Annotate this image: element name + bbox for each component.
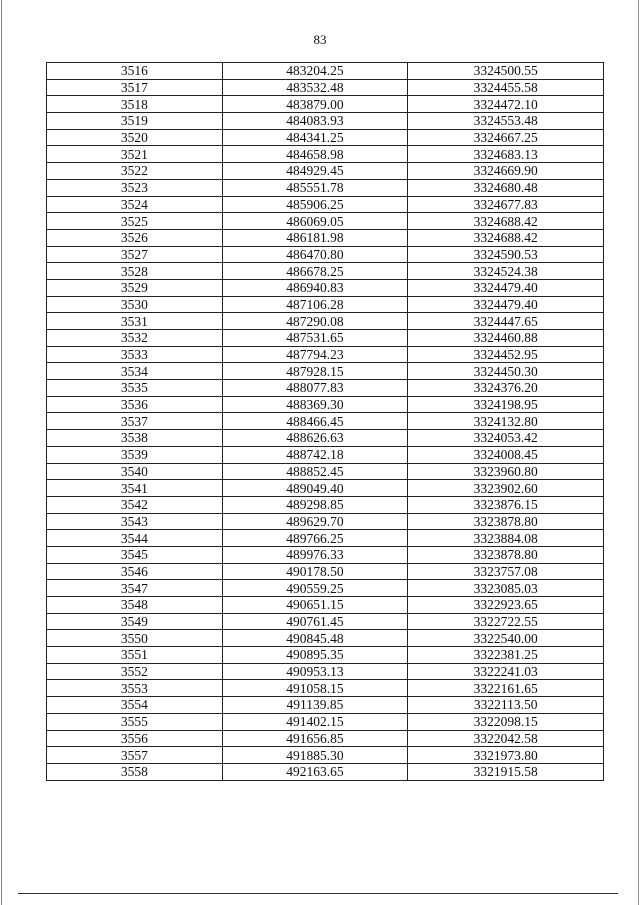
point-id-cell: 3553 xyxy=(47,680,223,697)
table-row xyxy=(47,630,604,647)
y-coordinate-cell: 3323878.80 xyxy=(408,513,604,530)
point-id-cell: 3546 xyxy=(47,563,223,580)
y-coordinate-cell: 3324053.42 xyxy=(408,430,604,447)
y-coordinate-cell: 3324479.40 xyxy=(408,279,604,296)
y-coordinate-cell: 3324683.13 xyxy=(408,146,604,163)
table-row xyxy=(47,363,604,380)
point-id-cell: 3532 xyxy=(47,330,223,347)
table-row xyxy=(47,330,604,347)
y-coordinate-cell: 3324677.83 xyxy=(408,196,604,213)
x-coordinate-cell: 490895.35 xyxy=(222,647,408,664)
y-coordinate-cell: 3322113.50 xyxy=(408,697,604,714)
table-row xyxy=(47,680,604,697)
coordinates-table xyxy=(46,62,604,781)
table-row xyxy=(47,413,604,430)
point-id-cell: 3544 xyxy=(47,530,223,547)
point-id-cell: 3548 xyxy=(47,597,223,614)
y-coordinate-cell: 3324500.55 xyxy=(408,63,604,80)
x-coordinate-cell: 488466.45 xyxy=(222,413,408,430)
y-coordinate-cell: 3321973.80 xyxy=(408,747,604,764)
point-id-cell: 3540 xyxy=(47,463,223,480)
x-coordinate-cell: 490651.15 xyxy=(222,597,408,614)
point-id-cell: 3535 xyxy=(47,380,223,397)
point-id-cell: 3537 xyxy=(47,413,223,430)
y-coordinate-cell: 3322161.65 xyxy=(408,680,604,697)
point-id-cell: 3527 xyxy=(47,246,223,263)
table-row xyxy=(47,663,604,680)
x-coordinate-cell: 489049.40 xyxy=(222,480,408,497)
point-id-cell: 3530 xyxy=(47,296,223,313)
x-coordinate-cell: 486069.05 xyxy=(222,213,408,230)
point-id-cell: 3528 xyxy=(47,263,223,280)
table-row xyxy=(47,396,604,413)
point-id-cell: 3519 xyxy=(47,113,223,130)
table-row xyxy=(47,96,604,113)
point-id-cell: 3518 xyxy=(47,96,223,113)
table-row xyxy=(47,480,604,497)
point-id-cell: 3516 xyxy=(47,63,223,80)
x-coordinate-cell: 485551.78 xyxy=(222,179,408,196)
table-row xyxy=(47,263,604,280)
table-row xyxy=(47,730,604,747)
table-row xyxy=(47,163,604,180)
table-row xyxy=(47,246,604,263)
x-coordinate-cell: 486470.80 xyxy=(222,246,408,263)
table-row xyxy=(47,613,604,630)
table-row xyxy=(47,79,604,96)
y-coordinate-cell: 3324472.10 xyxy=(408,96,604,113)
x-coordinate-cell: 484083.93 xyxy=(222,113,408,130)
point-id-cell: 3547 xyxy=(47,580,223,597)
y-coordinate-cell: 3323960.80 xyxy=(408,463,604,480)
table-row xyxy=(47,430,604,447)
x-coordinate-cell: 491139.85 xyxy=(222,697,408,714)
y-coordinate-cell: 3322241.03 xyxy=(408,663,604,680)
table-row xyxy=(47,446,604,463)
x-coordinate-cell: 491058.15 xyxy=(222,680,408,697)
x-coordinate-cell: 483532.48 xyxy=(222,79,408,96)
point-id-cell: 3517 xyxy=(47,79,223,96)
point-id-cell: 3552 xyxy=(47,663,223,680)
y-coordinate-cell: 3322381.25 xyxy=(408,647,604,664)
footer-rule xyxy=(18,893,618,894)
point-id-cell: 3525 xyxy=(47,213,223,230)
table-row xyxy=(47,313,604,330)
point-id-cell: 3541 xyxy=(47,480,223,497)
y-coordinate-cell: 3324669.90 xyxy=(408,163,604,180)
y-coordinate-cell: 3324376.20 xyxy=(408,380,604,397)
point-id-cell: 3555 xyxy=(47,713,223,730)
y-coordinate-cell: 3322722.55 xyxy=(408,613,604,630)
x-coordinate-cell: 490559.25 xyxy=(222,580,408,597)
y-coordinate-cell: 3323902.60 xyxy=(408,480,604,497)
point-id-cell: 3557 xyxy=(47,747,223,764)
x-coordinate-cell: 490953.13 xyxy=(222,663,408,680)
table-row xyxy=(47,129,604,146)
y-coordinate-cell: 3324667.25 xyxy=(408,129,604,146)
x-coordinate-cell: 485906.25 xyxy=(222,196,408,213)
x-coordinate-cell: 486181.98 xyxy=(222,229,408,246)
y-coordinate-cell: 3322540.00 xyxy=(408,630,604,647)
point-id-cell: 3533 xyxy=(47,346,223,363)
x-coordinate-cell: 484658.98 xyxy=(222,146,408,163)
point-id-cell: 3531 xyxy=(47,313,223,330)
x-coordinate-cell: 488852.45 xyxy=(222,463,408,480)
table-row xyxy=(47,530,604,547)
table-row xyxy=(47,597,604,614)
table-row xyxy=(47,463,604,480)
x-coordinate-cell: 490845.48 xyxy=(222,630,408,647)
x-coordinate-cell: 486940.83 xyxy=(222,279,408,296)
x-coordinate-cell: 491885.30 xyxy=(222,747,408,764)
x-coordinate-cell: 492163.65 xyxy=(222,763,408,780)
table-row xyxy=(47,296,604,313)
point-id-cell: 3538 xyxy=(47,430,223,447)
point-id-cell: 3558 xyxy=(47,763,223,780)
x-coordinate-cell: 489976.33 xyxy=(222,546,408,563)
point-id-cell: 3551 xyxy=(47,647,223,664)
point-id-cell: 3550 xyxy=(47,630,223,647)
table-row xyxy=(47,196,604,213)
y-coordinate-cell: 3324450.30 xyxy=(408,363,604,380)
y-coordinate-cell: 3323876.15 xyxy=(408,496,604,513)
y-coordinate-cell: 3323757.08 xyxy=(408,563,604,580)
y-coordinate-cell: 3323878.80 xyxy=(408,546,604,563)
x-coordinate-cell: 488626.63 xyxy=(222,430,408,447)
x-coordinate-cell: 483204.25 xyxy=(222,63,408,80)
y-coordinate-cell: 3324455.58 xyxy=(408,79,604,96)
page-number: 83 xyxy=(313,32,327,47)
x-coordinate-cell: 483879.00 xyxy=(222,96,408,113)
y-coordinate-cell: 3324553.48 xyxy=(408,113,604,130)
table-row xyxy=(47,546,604,563)
y-coordinate-cell: 3323085.03 xyxy=(408,580,604,597)
point-id-cell: 3543 xyxy=(47,513,223,530)
point-id-cell: 3529 xyxy=(47,279,223,296)
y-coordinate-cell: 3323884.08 xyxy=(408,530,604,547)
x-coordinate-cell: 488077.83 xyxy=(222,380,408,397)
page-right-edge xyxy=(638,0,639,905)
table-row xyxy=(47,513,604,530)
x-coordinate-cell: 487531.65 xyxy=(222,330,408,347)
table-row xyxy=(47,580,604,597)
x-coordinate-cell: 490761.45 xyxy=(222,613,408,630)
x-coordinate-cell: 487290.08 xyxy=(222,313,408,330)
y-coordinate-cell: 3324460.88 xyxy=(408,330,604,347)
table-row xyxy=(47,113,604,130)
y-coordinate-cell: 3322923.65 xyxy=(408,597,604,614)
y-coordinate-cell: 3322042.58 xyxy=(408,730,604,747)
table-row xyxy=(47,279,604,296)
x-coordinate-cell: 487928.15 xyxy=(222,363,408,380)
y-coordinate-cell: 3324132.80 xyxy=(408,413,604,430)
x-coordinate-cell: 487106.28 xyxy=(222,296,408,313)
y-coordinate-cell: 3324008.45 xyxy=(408,446,604,463)
y-coordinate-cell: 3324524.38 xyxy=(408,263,604,280)
table-row xyxy=(47,763,604,780)
y-coordinate-cell: 3324688.42 xyxy=(408,213,604,230)
x-coordinate-cell: 484341.25 xyxy=(222,129,408,146)
coordinates-table-body xyxy=(47,63,604,781)
table-row xyxy=(47,179,604,196)
y-coordinate-cell: 3324590.53 xyxy=(408,246,604,263)
point-id-cell: 3520 xyxy=(47,129,223,146)
point-id-cell: 3539 xyxy=(47,446,223,463)
x-coordinate-cell: 484929.45 xyxy=(222,163,408,180)
x-coordinate-cell: 486678.25 xyxy=(222,263,408,280)
table-row xyxy=(47,63,604,80)
x-coordinate-cell: 491656.85 xyxy=(222,730,408,747)
y-coordinate-cell: 3324680.48 xyxy=(408,179,604,196)
point-id-cell: 3556 xyxy=(47,730,223,747)
y-coordinate-cell: 3324198.95 xyxy=(408,396,604,413)
y-coordinate-cell: 3324479.40 xyxy=(408,296,604,313)
table-row xyxy=(47,496,604,513)
page-left-edge xyxy=(1,0,2,905)
x-coordinate-cell: 488369.30 xyxy=(222,396,408,413)
table-row xyxy=(47,697,604,714)
point-id-cell: 3536 xyxy=(47,396,223,413)
point-id-cell: 3521 xyxy=(47,146,223,163)
table-row xyxy=(47,229,604,246)
x-coordinate-cell: 488742.18 xyxy=(222,446,408,463)
y-coordinate-cell: 3321915.58 xyxy=(408,763,604,780)
table-row xyxy=(47,346,604,363)
table-row xyxy=(47,747,604,764)
point-id-cell: 3522 xyxy=(47,163,223,180)
table-row xyxy=(47,563,604,580)
table-row xyxy=(47,380,604,397)
x-coordinate-cell: 487794.23 xyxy=(222,346,408,363)
x-coordinate-cell: 489766.25 xyxy=(222,530,408,547)
x-coordinate-cell: 490178.50 xyxy=(222,563,408,580)
point-id-cell: 3554 xyxy=(47,697,223,714)
x-coordinate-cell: 491402.15 xyxy=(222,713,408,730)
point-id-cell: 3523 xyxy=(47,179,223,196)
point-id-cell: 3524 xyxy=(47,196,223,213)
table-row xyxy=(47,213,604,230)
point-id-cell: 3542 xyxy=(47,496,223,513)
table-row xyxy=(47,146,604,163)
point-id-cell: 3545 xyxy=(47,546,223,563)
table-row xyxy=(47,713,604,730)
table-row xyxy=(47,647,604,664)
y-coordinate-cell: 3324688.42 xyxy=(408,229,604,246)
x-coordinate-cell: 489629.70 xyxy=(222,513,408,530)
point-id-cell: 3534 xyxy=(47,363,223,380)
y-coordinate-cell: 3324452.95 xyxy=(408,346,604,363)
x-coordinate-cell: 489298.85 xyxy=(222,496,408,513)
point-id-cell: 3526 xyxy=(47,229,223,246)
y-coordinate-cell: 3322098.15 xyxy=(408,713,604,730)
y-coordinate-cell: 3324447.65 xyxy=(408,313,604,330)
point-id-cell: 3549 xyxy=(47,613,223,630)
